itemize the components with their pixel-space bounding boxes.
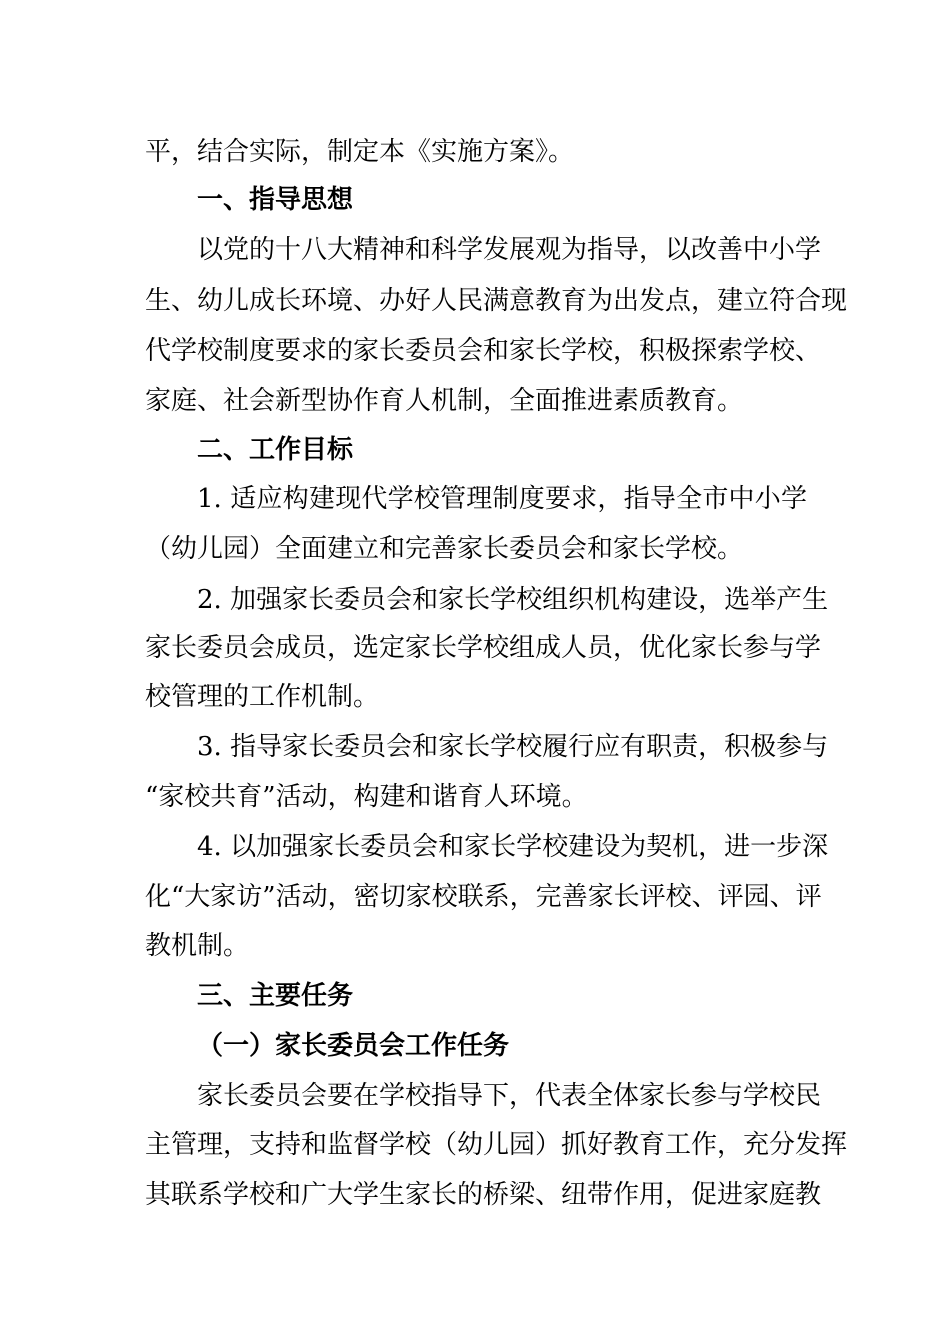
section-heading-work-goals: 二、工作目标 xyxy=(197,435,354,465)
section-heading-main-tasks: 三、主要任务 xyxy=(197,981,354,1011)
section-heading-guiding-ideology: 一、指导思想 xyxy=(197,185,354,215)
paragraph-line: 以党的十八大精神和科学发展观为指导，以改善中小学 xyxy=(197,235,822,265)
list-item-line: 3. 指导家长委员会和家长学校履行应有职责，积极参与 xyxy=(197,732,829,762)
paragraph-line: 其联系学校和广大学生家长的桥梁、纽带作用，促进家庭教 xyxy=(145,1180,822,1210)
paragraph-line: 生、幼儿成长环境、办好人民满意教育为出发点，建立符合现 xyxy=(145,286,848,316)
list-item-line: 4. 以加强家长委员会和家长学校建设为契机，进一步深 xyxy=(197,832,829,862)
list-item-line: “家校共育”活动，构建和谐育人环境。 xyxy=(145,782,588,812)
list-item-line: 化“大家访”活动，密切家校联系，完善家长评校、评园、评 xyxy=(145,882,822,912)
intro-line: 平，结合实际，制定本《实施方案》。 xyxy=(145,137,575,167)
subsection-heading: （一）家长委员会工作任务 xyxy=(197,1031,510,1061)
paragraph-line: 家庭、社会新型协作育人机制，全面推进素质教育。 xyxy=(145,386,744,416)
paragraph-line: 家长委员会要在学校指导下，代表全体家长参与学校民 xyxy=(197,1081,822,1111)
list-item-line: （幼儿园）全面建立和完善家长委员会和家长学校。 xyxy=(145,534,744,564)
list-item-line: 2. 加强家长委员会和家长学校组织机构建设，选举产生 xyxy=(197,585,829,615)
list-item-line: 教机制。 xyxy=(145,931,250,961)
list-item-line: 家长委员会成员，选定家长学校组成人员，优化家长参与学 xyxy=(145,633,822,663)
paragraph-line: 代学校制度要求的家长委员会和家长学校，积极探索学校、 xyxy=(145,336,822,366)
list-item-line: 1. 适应构建现代学校管理制度要求，指导全市中小学 xyxy=(197,484,807,514)
paragraph-line: 主管理，支持和监督学校（幼儿园）抓好教育工作，充分发挥 xyxy=(145,1130,848,1160)
list-item-line: 校管理的工作机制。 xyxy=(145,682,380,712)
